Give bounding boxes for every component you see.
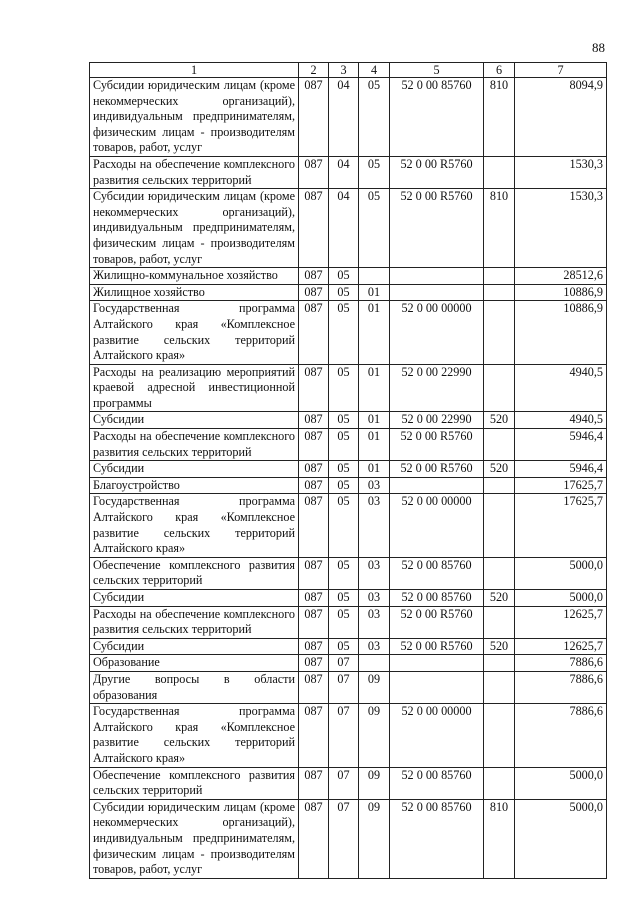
table-row bbox=[90, 704, 607, 767]
row-admin-code-cell: 087 bbox=[299, 767, 329, 799]
row-expense-type-cell bbox=[484, 606, 515, 638]
row-target-article-cell: 52 0 00 R5760 bbox=[390, 461, 484, 478]
row-amount-cell: 7886,6 bbox=[515, 671, 607, 703]
row-target-article-cell: 52 0 00 00000 bbox=[390, 704, 484, 767]
header-col-6: 6 bbox=[484, 63, 515, 78]
header-col-4: 4 bbox=[359, 63, 390, 78]
row-section-cell: 07 bbox=[329, 655, 359, 672]
row-expense-type-cell: 520 bbox=[484, 590, 515, 607]
row-subsection-cell: 01 bbox=[359, 301, 390, 364]
row-expense-type-cell bbox=[484, 284, 515, 301]
header-col-5: 5 bbox=[390, 63, 484, 78]
row-name-cell: Обеспечение комплексного развития сельских территорий bbox=[90, 767, 299, 799]
row-section-cell: 05 bbox=[329, 364, 359, 412]
row-name-cell: Образование bbox=[90, 655, 299, 672]
row-target-article-cell: 52 0 00 R5760 bbox=[390, 189, 484, 268]
header-col-2: 2 bbox=[299, 63, 329, 78]
row-name-cell: Жилищно-коммунальное хозяйство bbox=[90, 268, 299, 285]
row-admin-code-cell: 087 bbox=[299, 557, 329, 589]
row-expense-type-cell: 810 bbox=[484, 189, 515, 268]
row-amount-cell: 12625,7 bbox=[515, 638, 607, 655]
row-subsection-cell: 03 bbox=[359, 477, 390, 494]
row-expense-type-cell bbox=[484, 364, 515, 412]
table-row bbox=[90, 606, 607, 638]
row-target-article-cell: 52 0 00 00000 bbox=[390, 301, 484, 364]
row-section-cell: 05 bbox=[329, 268, 359, 285]
row-expense-type-cell: 520 bbox=[484, 412, 515, 429]
row-section-cell: 05 bbox=[329, 429, 359, 461]
row-section-cell: 07 bbox=[329, 799, 359, 878]
row-section-cell: 05 bbox=[329, 606, 359, 638]
table-row bbox=[90, 364, 607, 412]
row-section-cell: 05 bbox=[329, 494, 359, 557]
row-section-cell: 05 bbox=[329, 477, 359, 494]
row-amount-cell: 7886,6 bbox=[515, 704, 607, 767]
row-subsection-cell: 03 bbox=[359, 638, 390, 655]
row-admin-code-cell: 087 bbox=[299, 655, 329, 672]
row-admin-code-cell: 087 bbox=[299, 429, 329, 461]
row-section-cell: 05 bbox=[329, 412, 359, 429]
row-section-cell: 05 bbox=[329, 638, 359, 655]
row-amount-cell: 12625,7 bbox=[515, 606, 607, 638]
row-target-article-cell: 52 0 00 R5760 bbox=[390, 638, 484, 655]
row-expense-type-cell bbox=[484, 557, 515, 589]
row-target-article-cell bbox=[390, 655, 484, 672]
row-section-cell: 05 bbox=[329, 284, 359, 301]
row-amount-cell: 5000,0 bbox=[515, 557, 607, 589]
row-name-cell: Субсидии bbox=[90, 638, 299, 655]
row-amount-cell: 5946,4 bbox=[515, 429, 607, 461]
row-amount-cell: 5000,0 bbox=[515, 590, 607, 607]
row-admin-code-cell: 087 bbox=[299, 284, 329, 301]
row-admin-code-cell: 087 bbox=[299, 606, 329, 638]
row-subsection-cell: 01 bbox=[359, 429, 390, 461]
row-admin-code-cell: 087 bbox=[299, 799, 329, 878]
header-col-1: 1 bbox=[90, 63, 299, 78]
row-amount-cell: 4940,5 bbox=[515, 412, 607, 429]
row-expense-type-cell bbox=[484, 704, 515, 767]
row-admin-code-cell: 087 bbox=[299, 268, 329, 285]
row-expense-type-cell: 810 bbox=[484, 78, 515, 157]
table-row bbox=[90, 268, 607, 285]
row-target-article-cell: 52 0 00 R5760 bbox=[390, 156, 484, 188]
row-target-article-cell: 52 0 00 22990 bbox=[390, 412, 484, 429]
row-admin-code-cell: 087 bbox=[299, 590, 329, 607]
row-expense-type-cell bbox=[484, 429, 515, 461]
row-name-cell: Другие вопросы в области образования bbox=[90, 671, 299, 703]
row-section-cell: 04 bbox=[329, 78, 359, 157]
row-amount-cell: 1530,3 bbox=[515, 189, 607, 268]
row-target-article-cell bbox=[390, 477, 484, 494]
table-row bbox=[90, 477, 607, 494]
table-row bbox=[90, 301, 607, 364]
table-row bbox=[90, 189, 607, 268]
row-subsection-cell: 03 bbox=[359, 557, 390, 589]
row-target-article-cell: 52 0 00 R5760 bbox=[390, 606, 484, 638]
table-row bbox=[90, 638, 607, 655]
row-amount-cell: 5000,0 bbox=[515, 767, 607, 799]
row-name-cell: Государственная программа Алтайского края «Комплексное развитие сельских территорий Алтайского края» bbox=[90, 704, 299, 767]
row-section-cell: 07 bbox=[329, 767, 359, 799]
row-subsection-cell: 09 bbox=[359, 704, 390, 767]
row-subsection-cell: 03 bbox=[359, 590, 390, 607]
row-name-cell: Субсидии юридическим лицам (кроме некоммерческих организаций), индивидуальным предпринимателям, физическим лицам - производителям товаров, работ, услуг bbox=[90, 78, 299, 157]
row-subsection-cell: 01 bbox=[359, 364, 390, 412]
row-target-article-cell: 52 0 00 22990 bbox=[390, 364, 484, 412]
row-section-cell: 04 bbox=[329, 156, 359, 188]
row-subsection-cell bbox=[359, 268, 390, 285]
row-amount-cell: 10886,9 bbox=[515, 284, 607, 301]
row-admin-code-cell: 087 bbox=[299, 412, 329, 429]
row-name-cell: Расходы на реализацию мероприятий краевой адресной инвестиционной программы bbox=[90, 364, 299, 412]
header-col-3: 3 bbox=[329, 63, 359, 78]
row-expense-type-cell bbox=[484, 156, 515, 188]
table-row bbox=[90, 429, 607, 461]
row-section-cell: 07 bbox=[329, 671, 359, 703]
row-name-cell: Благоустройство bbox=[90, 477, 299, 494]
row-section-cell: 05 bbox=[329, 461, 359, 478]
row-target-article-cell bbox=[390, 268, 484, 285]
row-admin-code-cell: 087 bbox=[299, 704, 329, 767]
header-col-7: 7 bbox=[515, 63, 607, 78]
row-expense-type-cell bbox=[484, 268, 515, 285]
row-admin-code-cell: 087 bbox=[299, 477, 329, 494]
row-target-article-cell: 52 0 00 85760 bbox=[390, 590, 484, 607]
row-subsection-cell: 03 bbox=[359, 494, 390, 557]
row-name-cell: Жилищное хозяйство bbox=[90, 284, 299, 301]
row-expense-type-cell bbox=[484, 671, 515, 703]
row-target-article-cell: 52 0 00 85760 bbox=[390, 767, 484, 799]
row-subsection-cell: 05 bbox=[359, 189, 390, 268]
row-amount-cell: 4940,5 bbox=[515, 364, 607, 412]
row-name-cell: Субсидии bbox=[90, 412, 299, 429]
row-expense-type-cell: 810 bbox=[484, 799, 515, 878]
row-subsection-cell: 09 bbox=[359, 799, 390, 878]
row-amount-cell: 7886,6 bbox=[515, 655, 607, 672]
row-amount-cell: 5000,0 bbox=[515, 799, 607, 878]
row-name-cell: Государственная программа Алтайского края «Комплексное развитие сельских территорий Алтайского края» bbox=[90, 301, 299, 364]
row-subsection-cell: 05 bbox=[359, 156, 390, 188]
page-number: 88 bbox=[592, 40, 605, 55]
row-name-cell: Расходы на обеспечение комплексного развития сельских территорий bbox=[90, 429, 299, 461]
row-expense-type-cell bbox=[484, 767, 515, 799]
row-target-article-cell: 52 0 00 85760 bbox=[390, 557, 484, 589]
row-name-cell: Субсидии юридическим лицам (кроме некоммерческих организаций), индивидуальным предпринимателям, физическим лицам - производителям товаров, работ, услуг bbox=[90, 799, 299, 878]
row-subsection-cell bbox=[359, 655, 390, 672]
table-row bbox=[90, 590, 607, 607]
row-amount-cell: 1530,3 bbox=[515, 156, 607, 188]
row-admin-code-cell: 087 bbox=[299, 189, 329, 268]
row-admin-code-cell: 087 bbox=[299, 156, 329, 188]
row-amount-cell: 28512,6 bbox=[515, 268, 607, 285]
row-admin-code-cell: 087 bbox=[299, 638, 329, 655]
row-name-cell: Расходы на обеспечение комплексного развития сельских территорий bbox=[90, 156, 299, 188]
row-expense-type-cell bbox=[484, 301, 515, 364]
row-name-cell: Субсидии bbox=[90, 461, 299, 478]
table-row bbox=[90, 655, 607, 672]
row-admin-code-cell: 087 bbox=[299, 301, 329, 364]
row-subsection-cell: 09 bbox=[359, 671, 390, 703]
row-expense-type-cell bbox=[484, 494, 515, 557]
row-expense-type-cell: 520 bbox=[484, 638, 515, 655]
row-target-article-cell: 52 0 00 R5760 bbox=[390, 429, 484, 461]
row-amount-cell: 5946,4 bbox=[515, 461, 607, 478]
row-amount-cell: 17625,7 bbox=[515, 494, 607, 557]
table-row bbox=[90, 767, 607, 799]
row-admin-code-cell: 087 bbox=[299, 494, 329, 557]
row-target-article-cell: 52 0 00 85760 bbox=[390, 799, 484, 878]
row-admin-code-cell: 087 bbox=[299, 364, 329, 412]
row-section-cell: 04 bbox=[329, 189, 359, 268]
table-row bbox=[90, 494, 607, 557]
row-expense-type-cell: 520 bbox=[484, 461, 515, 478]
row-subsection-cell: 09 bbox=[359, 767, 390, 799]
row-target-article-cell bbox=[390, 284, 484, 301]
row-name-cell: Субсидии bbox=[90, 590, 299, 607]
row-amount-cell: 8094,9 bbox=[515, 78, 607, 157]
row-expense-type-cell bbox=[484, 655, 515, 672]
row-name-cell: Расходы на обеспечение комплексного развития сельских территорий bbox=[90, 606, 299, 638]
table-row bbox=[90, 461, 607, 478]
row-admin-code-cell: 087 bbox=[299, 461, 329, 478]
row-target-article-cell: 52 0 00 00000 bbox=[390, 494, 484, 557]
row-target-article-cell: 52 0 00 85760 bbox=[390, 78, 484, 157]
table-row bbox=[90, 156, 607, 188]
row-section-cell: 05 bbox=[329, 301, 359, 364]
row-name-cell: Субсидии юридическим лицам (кроме некоммерческих организаций), индивидуальным предпринимателям, физическим лицам - производителям товаров, работ, услуг bbox=[90, 189, 299, 268]
row-subsection-cell: 01 bbox=[359, 461, 390, 478]
row-section-cell: 07 bbox=[329, 704, 359, 767]
table-row bbox=[90, 284, 607, 301]
row-section-cell: 05 bbox=[329, 557, 359, 589]
row-subsection-cell: 05 bbox=[359, 78, 390, 157]
row-subsection-cell: 01 bbox=[359, 284, 390, 301]
table-row bbox=[90, 799, 607, 878]
table-row bbox=[90, 557, 607, 589]
row-admin-code-cell: 087 bbox=[299, 78, 329, 157]
row-subsection-cell: 01 bbox=[359, 412, 390, 429]
header-row bbox=[90, 63, 607, 78]
table-row bbox=[90, 671, 607, 703]
row-subsection-cell: 03 bbox=[359, 606, 390, 638]
row-section-cell: 05 bbox=[329, 590, 359, 607]
row-target-article-cell bbox=[390, 671, 484, 703]
table-row bbox=[90, 78, 607, 157]
row-amount-cell: 17625,7 bbox=[515, 477, 607, 494]
row-amount-cell: 10886,9 bbox=[515, 301, 607, 364]
row-name-cell: Обеспечение комплексного развития сельских территорий bbox=[90, 557, 299, 589]
table-row bbox=[90, 412, 607, 429]
row-expense-type-cell bbox=[484, 477, 515, 494]
row-name-cell: Государственная программа Алтайского края «Комплексное развитие сельских территорий Алтайского края» bbox=[90, 494, 299, 557]
row-admin-code-cell: 087 bbox=[299, 671, 329, 703]
budget-table bbox=[89, 62, 607, 879]
